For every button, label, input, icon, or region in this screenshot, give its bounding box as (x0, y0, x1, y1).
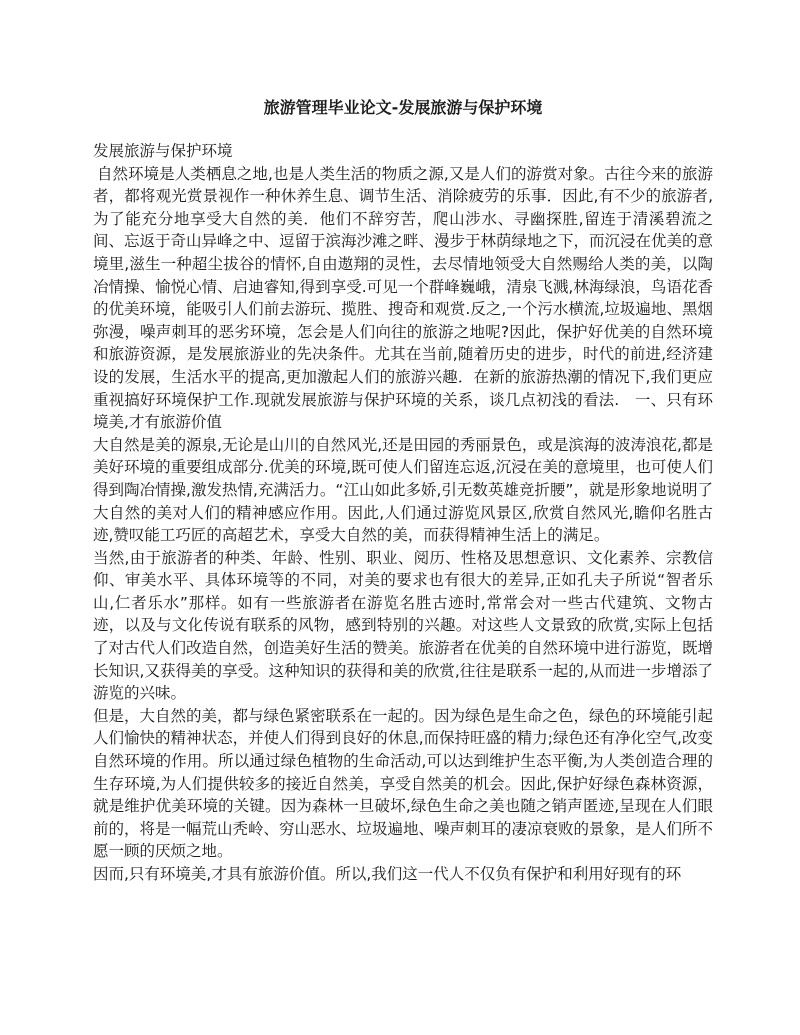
paragraph: 自然环境是人类栖息之地,也是人类生活的物质之源,又是人们的游赏对象。古往今来的旅游者，都将观光赏景视作一种休养生息、调节生活、消除疲劳的乐事．因此,有不少的旅游者,为了能充分地享受大自然的美．他们不辞穷苦，爬山涉水、寻幽探胜,留连于清溪碧流之间、忘返于奇山异峰之中、逗留于滨海沙滩之畔、漫步于林荫绿地之下，而沉浸在优美的意境里,滋生一种超尘拔谷的情怀,自由遨翔的灵性，去尽情地领受大自然赐给人类的美，以陶冶情操、愉悦心情、启迪睿知,得到享受.可见一个群峰巍峨，清泉飞溅,林海绿浪，鸟语花香的优美环境，能吸引人们前去游玩、揽胜、搜奇和观赏.反之,一个污水横流,垃圾遍地、黑烟弥漫，噪声刺耳的恶劣环境，怎会是人们向往的旅游之地呢?因此，保护好优美的自然环境和旅游资源，是发展旅游业的先决条件。尤其在当前,随着历史的进步，时代的前进,经济建设的发展，生活水平的提高,更加激起人们的旅游兴趣．在新的旅游热潮的情况下,我们更应重视搞好环境保护工作.现就发展旅游与保护环境的关系，谈几点初浅的看法. 一、只有环境美,才有旅游价值 (93, 164, 714, 432)
paragraph: 因而,只有环境美,才具有旅游价值。所以,我们这一代人不仅负有保护和利用好现有的环 (93, 865, 682, 883)
document-body (93, 140, 713, 886)
section-subheading: 发展旅游与保护环境 (93, 142, 233, 160)
paragraph: 大自然是美的源泉,无论是山川的自然风光,还是田园的秀丽景色，或是滨海的波涛浪花,都是美好环境的重要组成部分.优美的环境,既可使人们留连忘返,沉浸在美的意境里，也可使人们得到陶冶情操,激发热情,充满活力。“江山如此多娇,引无数英雄竞折腰”，就是形象地说明了大自然的美对人们的精神感应作用。因此,人们通过游览风景区,欣赏自然风光,瞻仰名胜古迹,赞叹能工巧匠的高超艺术，享受大自然的美，而获得精神生活上的满足。 (93, 435, 713, 545)
document-title: 旅游管理毕业论文-发展旅游与保护环境 (263, 98, 543, 117)
paragraph: 但是，大自然的美，都与绿色紧密联系在一起的。因为绿色是生命之色，绿色的环境能引起人们愉快的精神状态，并使人们得到良好的休息,而保持旺盛的精力;绿色还有净化空气,改变自然环境的作用。所以通过绿色植物的生命活动,可以达到维护生态平衡,为人类创造合理的生存环境,为人们提供较多的接近自然美，享受自然美的机会。因此,保护好绿色森林资源，就是维护优美环境的关键。因为森林一旦破坏,绿色生命之美也随之销声匿迹,呈现在人们眼前的，将是一幅荒山秃岭、穷山恶水、垃圾遍地、噪声刺耳的凄凉衰败的景象，是人们所不愿一顾的厌烦之地。 (93, 706, 714, 861)
paragraph: 当然,由于旅游者的种类、年龄、性别、职业、阅历、性格及思想意识、文化素养、宗教信仰、审美水平、具体环境等的不同，对美的要求也有很大的差异,正如孔夫子所说“智者乐山,仁者乐水”那样。如有一些旅游者在游览名胜古迹时,常常会对一些古代建筑、文物古迹，以及与文化传说有联系的风物，感到特别的兴趣。对这些人文景致的欣赏,实际上包括了对古代人们改造自然，创造美好生活的赞美。旅游者在优美的自然环境中进行游览，既增长知识,又获得美的享受。这种知识的获得和美的欣赏,往往是联系一起的,从而进一步增添了游览的兴味。 (93, 548, 714, 703)
